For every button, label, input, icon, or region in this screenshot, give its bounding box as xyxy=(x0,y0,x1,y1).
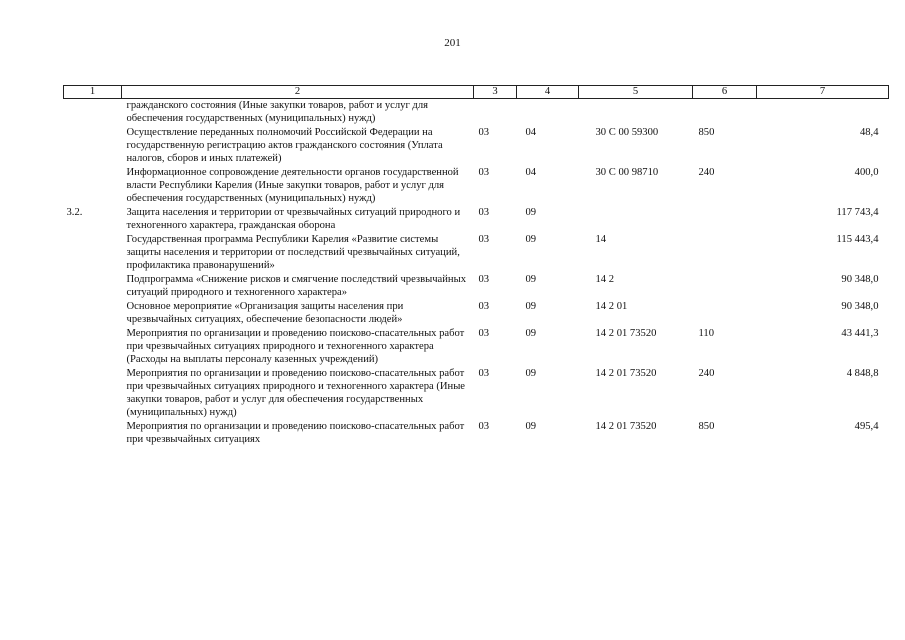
row-expense-type: 240 xyxy=(698,167,715,178)
row-target-article: 14 2 xyxy=(595,274,615,285)
row-target-article xyxy=(579,206,693,233)
budget-table xyxy=(63,85,889,447)
row-expense-type xyxy=(693,273,757,300)
row-expense-type xyxy=(693,300,757,327)
row-number xyxy=(64,420,122,447)
row-section-code: 03 xyxy=(478,368,490,379)
row-subsection-code xyxy=(517,99,579,127)
row-name: Государственная программа Республики Карелия «Развитие системы защиты населения и территории от последствий чрезвычайных ситуаций, профилактика правонарушений» xyxy=(126,234,460,271)
row-number xyxy=(64,327,122,367)
row-subsection-code: 09 xyxy=(525,301,537,312)
row-target-article: 14 2 01 73520 xyxy=(595,421,657,432)
row-expense-type: 850 xyxy=(698,127,715,138)
row-number xyxy=(64,99,122,127)
row-amount: 4 848,8 xyxy=(846,368,879,379)
row-subsection-code: 09 xyxy=(525,328,537,339)
row-name: Мероприятия по организации и проведению поисково-спасательных работ при чрезвычайных ситуациях природного и техногенного характера (Расходы на выплаты персоналу казенных учреждений) xyxy=(126,328,465,365)
table-row xyxy=(64,99,889,127)
row-section-code: 03 xyxy=(478,167,490,178)
row-expense-type xyxy=(693,233,757,273)
row-expense-type: 110 xyxy=(698,328,714,339)
row-target-article: 14 2 01 xyxy=(595,301,628,312)
table-row xyxy=(64,233,889,273)
row-amount: 115 443,4 xyxy=(836,234,879,245)
column-header-3: 3 xyxy=(474,86,517,99)
row-number xyxy=(64,300,122,327)
table-row xyxy=(64,327,889,367)
row-number xyxy=(64,126,122,166)
row-target-article: 14 2 01 73520 xyxy=(595,328,657,339)
column-header-7: 7 xyxy=(757,86,889,99)
table-row xyxy=(64,166,889,206)
row-target-article xyxy=(579,99,693,127)
column-header-4: 4 xyxy=(517,86,579,99)
row-number: 3.2. xyxy=(66,207,83,218)
row-subsection-code: 09 xyxy=(525,274,537,285)
row-name: Защита населения и территории от чрезвычайных ситуаций природного и техногенного характера, гражданская оборона xyxy=(126,207,461,231)
row-section-code: 03 xyxy=(478,274,490,285)
row-amount: 48,4 xyxy=(859,127,879,138)
row-target-article: 14 xyxy=(595,234,607,245)
row-number xyxy=(64,273,122,300)
row-target-article: 30 С 00 98710 xyxy=(595,167,659,178)
row-number xyxy=(64,367,122,420)
row-section-code: 03 xyxy=(478,207,490,218)
row-name: Подпрограмма «Снижение рисков и смягчение последствий чрезвычайных ситуаций природного и техногенного характера» xyxy=(126,274,467,298)
row-subsection-code: 04 xyxy=(525,167,537,178)
row-section-code xyxy=(474,99,517,127)
row-number xyxy=(64,233,122,273)
row-amount: 90 348,0 xyxy=(841,274,879,285)
page-number: 201 xyxy=(444,37,461,49)
row-amount xyxy=(757,99,889,127)
row-section-code: 03 xyxy=(478,328,490,339)
row-name: Мероприятия по организации и проведению поисково-спасательных работ при чрезвычайных ситуациях природного и техногенного характера (Иные закупки товаров, работ и услуг для обеспечения государственных (муниципальных) нужд) xyxy=(126,368,466,418)
row-number xyxy=(64,166,122,206)
column-header-2: 2 xyxy=(122,86,474,99)
row-subsection-code: 09 xyxy=(525,234,537,245)
table-header-row xyxy=(64,86,889,99)
row-section-code: 03 xyxy=(478,421,490,432)
table-row xyxy=(64,273,889,300)
row-amount: 117 743,4 xyxy=(836,207,879,218)
row-name: Осуществление переданных полномочий Российской Федерации на государственную регистрацию актов гражданского состояния (Уплата налогов, сборов и иных платежей) xyxy=(126,127,443,164)
row-name: Основное мероприятие «Организация защиты населения при чрезвычайных ситуациях, обеспечение безопасности людей» xyxy=(126,301,404,325)
row-subsection-code: 09 xyxy=(525,368,537,379)
row-amount: 90 348,0 xyxy=(841,301,879,312)
row-target-article: 14 2 01 73520 xyxy=(595,368,657,379)
row-section-code: 03 xyxy=(478,234,490,245)
column-header-6: 6 xyxy=(693,86,757,99)
row-expense-type xyxy=(693,206,757,233)
table-row xyxy=(64,367,889,420)
row-amount: 43 441,3 xyxy=(841,328,879,339)
column-header-5: 5 xyxy=(579,86,693,99)
row-amount: 400,0 xyxy=(854,167,879,178)
column-header-1: 1 xyxy=(64,86,122,99)
table-row xyxy=(64,300,889,327)
row-subsection-code: 04 xyxy=(525,127,537,138)
row-name: Информационное сопровождение деятельности органов государственной власти Республики Карелия (Иные закупки товаров, работ и услуг для обеспечения государственных (муниципальных) нужд) xyxy=(126,167,459,204)
row-section-code: 03 xyxy=(478,127,490,138)
row-expense-type xyxy=(693,99,757,127)
row-subsection-code: 09 xyxy=(525,421,537,432)
table-row xyxy=(64,206,889,233)
row-expense-type: 240 xyxy=(698,368,715,379)
row-section-code: 03 xyxy=(478,301,490,312)
table-row xyxy=(64,420,889,447)
row-target-article: 30 С 00 59300 xyxy=(595,127,659,138)
table-row xyxy=(64,126,889,166)
row-expense-type: 850 xyxy=(698,421,715,432)
row-name: Мероприятия по организации и проведению поисково-спасательных работ при чрезвычайных ситуациях xyxy=(126,421,465,445)
row-name: гражданского состояния (Иные закупки товаров, работ и услуг для обеспечения государственных (муниципальных) нужд) xyxy=(126,100,428,124)
row-subsection-code: 09 xyxy=(525,207,537,218)
row-amount: 495,4 xyxy=(854,421,879,432)
